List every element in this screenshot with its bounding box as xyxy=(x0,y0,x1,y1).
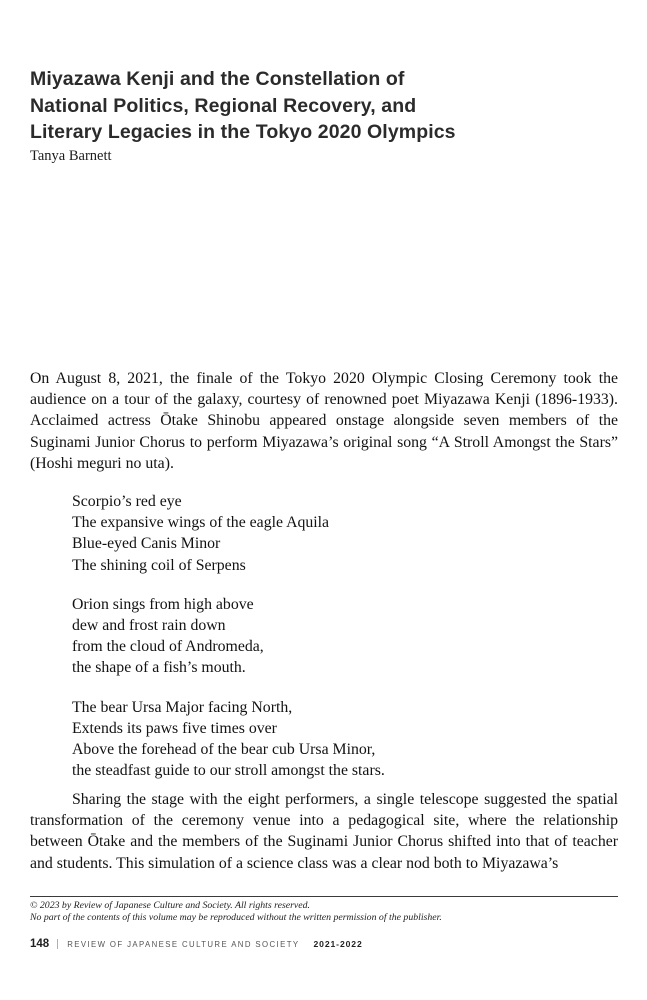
journal-name: REVIEW OF JAPANESE CULTURE AND SOCIETY xyxy=(67,939,300,949)
copyright-line-1: © 2023 by Review of Japanese Culture and Society. All rights reserved. xyxy=(30,900,310,911)
poem-stanza-3 xyxy=(72,697,385,782)
poem-line: Above the forehead of the bear cub Ursa Minor, xyxy=(72,741,376,759)
copyright-line-2: No part of the contents of this volume may be reproduced without the written permission of the publisher. xyxy=(30,911,442,923)
poem-line: from the cloud of Andromeda, xyxy=(72,638,264,656)
poem-block xyxy=(72,491,385,781)
poem-line: Blue-eyed Canis Minor xyxy=(72,535,221,553)
author-name: Tanya Barnett xyxy=(30,148,112,164)
title-line: National Politics, Regional Recovery, and xyxy=(30,94,417,117)
poem-line: the steadfast guide to our stroll amongst the stars. xyxy=(72,762,385,780)
poem-line: Scorpio’s red eye xyxy=(72,493,182,510)
title-line: Miyazawa Kenji and the Constellation of xyxy=(30,68,405,90)
poem-stanza-1 xyxy=(72,491,385,576)
article-title xyxy=(30,66,456,146)
poem-stanza-2 xyxy=(72,594,385,679)
poem-line: Orion sings from high above xyxy=(72,595,254,613)
page-number: 148 xyxy=(30,938,50,951)
copyright-block xyxy=(30,897,618,923)
volume-years: 2021-2022 xyxy=(313,939,363,950)
second-paragraph: Sharing the stage with the eight performers, a single telescope suggested the spatial transformation of the ceremony venue into a pedagogical site, where the relationship between Ōtake and the members of the Suginami Junior Chorus shifted into that of teacher and students. This simulation of a science class was a clear nod both to Miyazawa’s xyxy=(30,791,618,872)
poem-line: the shape of a fish’s mouth. xyxy=(72,659,246,677)
page-footer xyxy=(30,896,618,950)
poem-line: The expansive wings of the eagle Aquila xyxy=(72,514,330,532)
title-line: Literary Legacies in the Tokyo 2020 Olympics xyxy=(30,121,456,143)
running-footer xyxy=(30,938,618,950)
poem-line: The bear Ursa Major facing North, xyxy=(72,698,293,716)
poem-line: The shining coil of Serpens xyxy=(72,556,246,574)
footer-divider xyxy=(57,939,58,949)
poem-line: Extends its paws five times over xyxy=(72,719,277,737)
poem-line: dew and frost rain down xyxy=(72,617,226,635)
opening-paragraph: On August 8, 2021, the finale of the Tokyo 2020 Olympic Closing Ceremony took the audience on a tour of the galaxy, courtesy of renowned poet Miyazawa Kenji (1896-1933). Acclaimed actress Ōtake Shinobu appeared onstage alongside seven members of the Suginami Junior Chorus to perform Miyazawa’s original song “A Stroll Amongst the Stars” (Hoshi meguri no uta). xyxy=(30,370,618,472)
